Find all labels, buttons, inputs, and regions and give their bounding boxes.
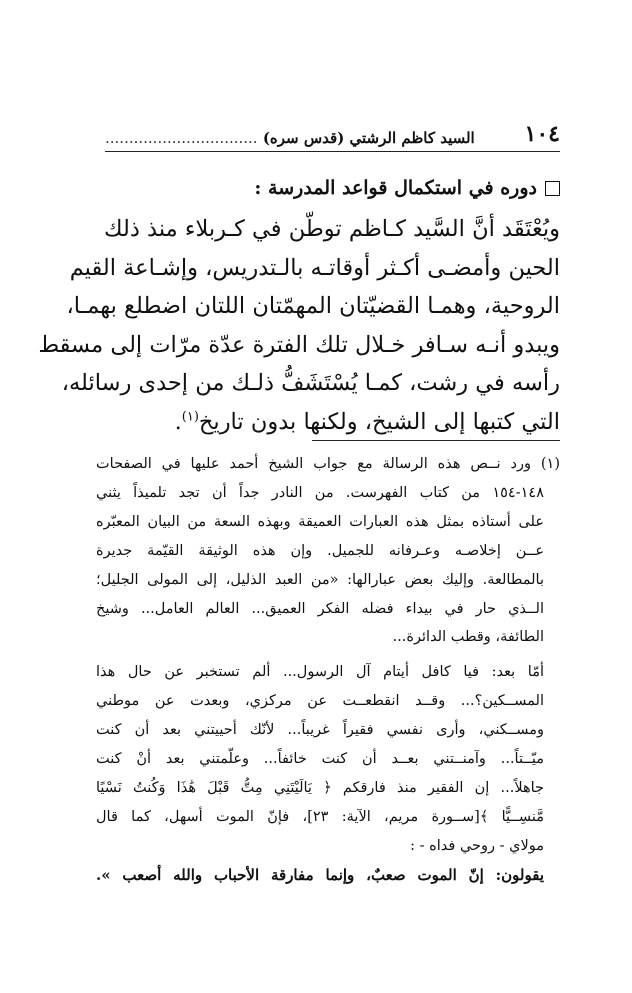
- page-number: ١٠٤: [524, 121, 560, 147]
- leader-dots: ................................: [105, 129, 258, 147]
- footnote: [96, 450, 560, 890]
- section-heading: [130, 177, 560, 199]
- footnote-line: المســكين؟... وقــد انقطعــت عن مركزي، وبعدت عن موطني: [96, 693, 544, 710]
- body-paragraph: [38, 210, 560, 441]
- footnote-line: ميّــتاً... وآمنــتني بعــد أن كنت خائفاً... وعلّمتني بعد أنْ كنت: [96, 751, 544, 768]
- footnote-line: مولاي - روحي فداه - :: [410, 837, 544, 854]
- footnote-line: عــن إخلاصـه وعـرفانه للجميل. وإن هذه الوثيقة القيّمة جديرة: [96, 542, 544, 559]
- running-title-text: السيد كاظم الرشتي (قدس سره): [262, 129, 475, 147]
- running-title: [105, 129, 475, 147]
- body-line: ويُعْتَقَد أنَّ السَّيد كـاظم توطّن في كـربلاء منذ ذلك: [104, 216, 560, 242]
- footnote-line: ومســكني، وأرى نفسي فقيراً غريباً... لأنّك أحييتني بعد أن كنت: [96, 722, 544, 739]
- body-line: الحين وأمضـى أكـثر أوقاتـه بالـتدريس، وإشـاعة القيم: [69, 254, 560, 281]
- footnote-line: (١) ورد نــص هذه الرسالة مع جواب الشيخ أحمد عليها في الصفحات: [96, 456, 560, 472]
- footnote-line: مَّنسِــيًّا ﴾[ســورة مريم، الآية: ٢٣]، فإنّ الموت أسهل، كما قال: [96, 808, 544, 825]
- square-bullet-icon: [545, 181, 560, 196]
- footnote-line: جاهلاً... إن الفقير منذ فارقكم ﴿ يَالَيْتَنِي مِتُّ قَبْلَ هَٰذَا وَكُنتُ نَسْيًا: [96, 779, 544, 796]
- body-line: ويبدو أنـه سـافر خـلال تلك الفترة عدّة مرّات إلى مسقط: [38, 331, 560, 358]
- body-line: الروحية، وهمـا القضيّتان المهمّتان اللتان اضطلع بهمـا،: [66, 293, 560, 319]
- footnote-line: الطائفة، وقطب الدائرة...: [392, 629, 544, 646]
- body-line-text: التي كتبها إلى الشيخ، ولكنها بدون تاريخ: [198, 408, 560, 435]
- section-heading-text: دوره في استكمال قواعد المدرسة :: [254, 177, 537, 199]
- footnote-line: على أستاذه بمثل هذه العبارات العميقة وبهذه السعة من البيان المعبّره: [96, 513, 544, 530]
- footnote-line: الــذي حار في بيداء فضله الفكر العميق... العالم العامل... وشيخ: [96, 600, 544, 617]
- body-line: التي كتبها إلى الشيخ، ولكنها بدون تاريخ$^{(١)}$.: [174, 408, 560, 435]
- footnote-reference: (١): [181, 409, 199, 424]
- body-line: رأسه في رشت، كمـا يُسْتَشَفُّ ذلـك من إحدى رسائله،: [61, 370, 560, 396]
- page-header: [105, 118, 560, 152]
- footnote-separator: [312, 440, 560, 441]
- footnote-line: بالمطالعة. وإليك بعض عبارالها: «من العبد الذليل، إلى المولى الجليل؛: [96, 571, 544, 588]
- footnote-line: ١٤٨-١٥٤ من كتاب الفهرست. من النادر جداً أن تجد تلميذاً يثني: [96, 484, 544, 501]
- footnote-line: أمّا بعد: فيا كافل أيتام آل الرسول... ألم تستخبر عن حال هذا: [96, 664, 544, 681]
- poem-verse: يقولون: إنّ الموت صعبٌ، وإنما مفارقة الأحباب والله أصعب ».: [96, 865, 544, 884]
